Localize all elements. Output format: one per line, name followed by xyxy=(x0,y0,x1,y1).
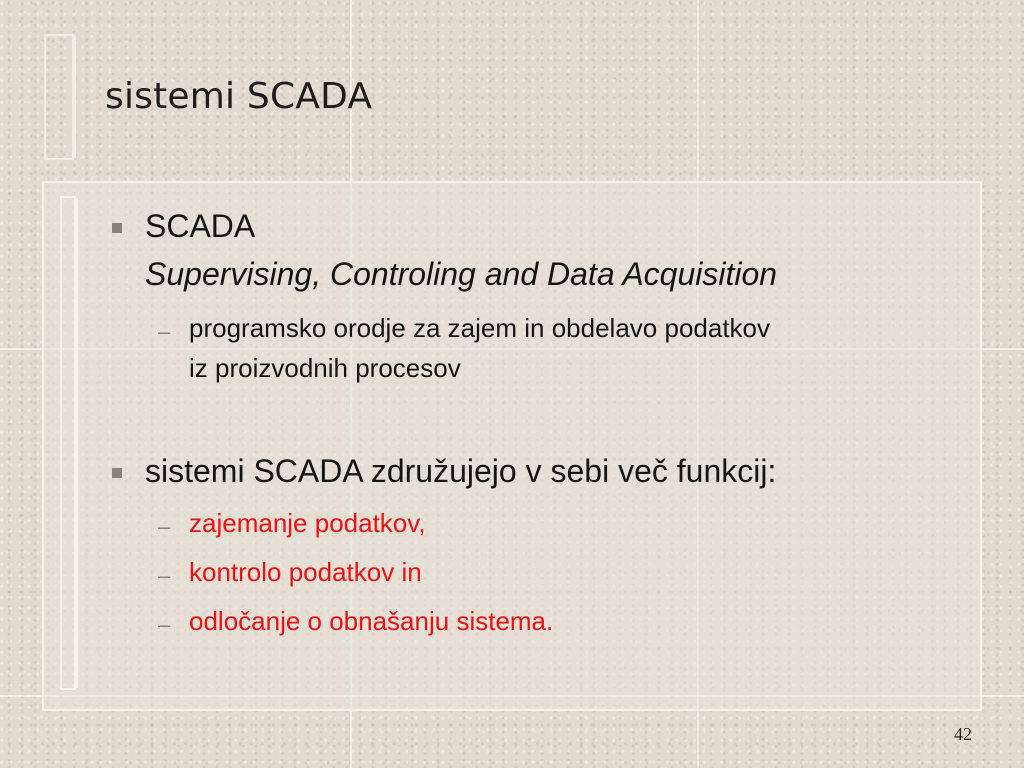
bullet-heading: SCADA xyxy=(145,208,256,244)
page-number: 42 xyxy=(954,724,972,744)
subitem-text: programsko orodje za zajem in obdelavo podatkov xyxy=(189,313,771,343)
bullet-heading: sistemi SCADA združujejo v sebi več funkcij: xyxy=(145,453,777,489)
bullet-subheading: Supervising, Controling and Data Acquisition xyxy=(145,256,778,292)
subitem-text-continuation: iz proizvodnih procesov xyxy=(189,353,461,383)
subitem-text: kontrolo podatkov in xyxy=(189,557,422,587)
title-bracket-decoration xyxy=(44,34,74,160)
dash-bullet-icon: – xyxy=(158,612,171,637)
content-bracket-decoration xyxy=(60,196,76,690)
subitem-text: odločanje o obnašanju sistema. xyxy=(189,606,554,636)
square-bullet-icon xyxy=(112,468,122,478)
dash-bullet-icon: – xyxy=(158,563,171,588)
dash-bullet-icon: – xyxy=(158,514,171,539)
square-bullet-icon xyxy=(112,223,122,233)
slide-title: sistemi SCADA xyxy=(105,76,373,117)
subitem-text: zajemanje podatkov, xyxy=(189,508,426,538)
dash-bullet-icon: – xyxy=(158,319,171,344)
